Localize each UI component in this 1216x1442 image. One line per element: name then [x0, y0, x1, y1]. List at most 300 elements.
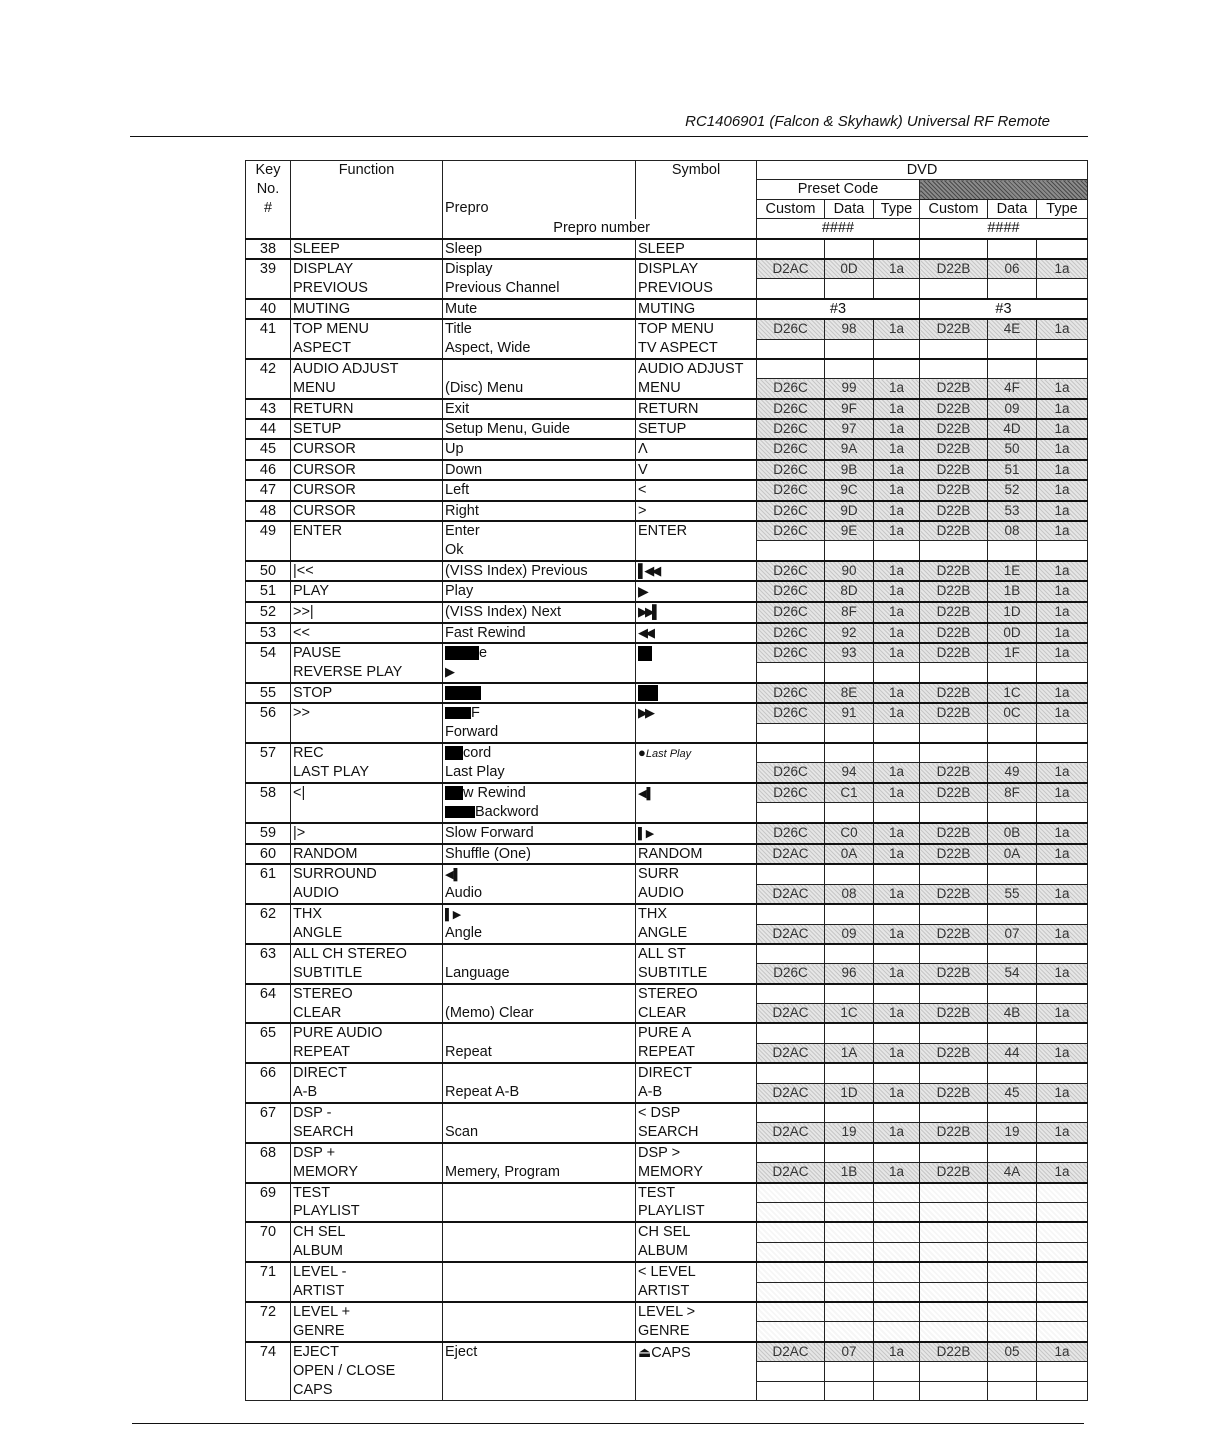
key-number: 67: [246, 1103, 291, 1143]
alt-data-code: 45: [988, 1083, 1037, 1103]
symbol-text: ANGLE: [638, 925, 688, 941]
table-row: [246, 763, 1088, 783]
key-number: 44: [246, 419, 291, 439]
symbol-cell: [636, 803, 757, 823]
alt-type-code: 1a: [1037, 1342, 1088, 1362]
symbol-text: SURR: [638, 866, 680, 883]
empty-code-cell: [1037, 339, 1088, 359]
alt-data-code: 0D: [988, 623, 1037, 643]
function-cell: RETURN: [291, 399, 443, 419]
prepro-cell: [443, 1163, 636, 1183]
key-number: 59: [246, 823, 291, 844]
prepro-cell: [443, 1222, 636, 1242]
key-number: 66: [246, 1063, 291, 1103]
dvd-type-code: 1a: [874, 844, 920, 864]
dvd-custom-code: D26C: [757, 763, 825, 783]
dvd-data-code: 1C: [825, 1004, 874, 1024]
function-cell: >>: [291, 703, 443, 723]
table-row: [246, 723, 1088, 743]
dvd-type-code: 1a: [874, 1004, 920, 1024]
empty-code-cell: [825, 743, 874, 763]
symbol-cell: [636, 399, 757, 419]
table-row: [246, 924, 1088, 944]
function-cell: SEARCH: [291, 1123, 443, 1143]
dvd-data-code: 91: [825, 703, 874, 723]
empty-code-cell: [874, 864, 920, 884]
alt-type-code: 1a: [1037, 460, 1088, 480]
empty-code-cell: [1037, 1222, 1088, 1242]
function-cell: SUBTITLE: [291, 964, 443, 984]
symbol-cell: [636, 1143, 757, 1163]
symbol-cell: [636, 460, 757, 480]
alt-type-code: 1a: [1037, 319, 1088, 339]
empty-code-cell: [757, 279, 825, 299]
empty-code-cell: [988, 239, 1037, 259]
prepro-text: Last Play: [445, 763, 505, 780]
dvd-data-code: 1A: [825, 1043, 874, 1063]
alt-type-code: 1a: [1037, 623, 1088, 643]
table-row: [246, 844, 1088, 864]
prepro-cell: [443, 541, 636, 561]
empty-code-cell: [825, 359, 874, 379]
empty-code-cell: [757, 239, 825, 259]
empty-code-cell: [988, 279, 1037, 299]
dvd-type-code: 1a: [874, 1043, 920, 1063]
symbol-text: LEVEL >: [638, 1303, 696, 1320]
header-row-2: [246, 180, 1088, 199]
function-cell: CURSOR: [291, 480, 443, 500]
key-number: 49: [246, 521, 291, 561]
type-header-1: Type: [874, 199, 920, 218]
alt-type-code: 1a: [1037, 419, 1088, 439]
empty-code-cell: [920, 663, 988, 683]
table-row: [246, 1282, 1088, 1302]
symbol-text: MENU: [638, 379, 681, 396]
alt-type-code: 1a: [1037, 521, 1088, 541]
dvd-type-code: 1a: [874, 1163, 920, 1183]
alt-custom-code: D22B: [920, 884, 988, 904]
key-number: 63: [246, 944, 291, 984]
prepro-cell: [443, 439, 636, 459]
prepro-cell: [443, 1282, 636, 1302]
symbol-header: Symbol: [636, 161, 757, 180]
alt-type-code: 1a: [1037, 844, 1088, 864]
dvd-type-code: 1a: [874, 379, 920, 399]
dvd-type-code: 1a: [874, 1123, 920, 1143]
dvd-type-code: 1a: [874, 884, 920, 904]
prepro-text: Sleep: [445, 240, 483, 257]
key-number: 71: [246, 1262, 291, 1302]
dvd-header: DVD: [757, 161, 1088, 180]
symbol-cell: [636, 1282, 757, 1302]
alt-data-code: 1D: [988, 602, 1037, 622]
symbol-text: DSP >: [638, 1144, 681, 1161]
prepro-number-header: Prepro number: [443, 219, 757, 239]
key-number: 70: [246, 1222, 291, 1262]
dvd-data-code: 96: [825, 964, 874, 984]
dvd-type-code: 1a: [874, 501, 920, 521]
prepro-text: Down: [445, 461, 483, 478]
custom-header-2: Custom: [920, 199, 988, 218]
header-row-1: [246, 161, 1088, 180]
symbol-cell: [636, 763, 757, 783]
dvd-custom-code: D26C: [757, 521, 825, 541]
dvd-data-code: 90: [825, 561, 874, 581]
symbol-cell: [636, 723, 757, 743]
symbol-cell: [636, 683, 757, 703]
empty-code-cell: [988, 1362, 1037, 1381]
table-row: [246, 439, 1088, 459]
dvd-data-code: 08: [825, 884, 874, 904]
symbol-cell: [636, 480, 757, 500]
prepro-cell: [443, 501, 636, 521]
dvd-custom-code: D2AC: [757, 1163, 825, 1183]
empty-code-cell: [1037, 359, 1088, 379]
empty-code-cell: [757, 1262, 825, 1282]
empty-code-cell: [825, 541, 874, 561]
function-cell: SETUP: [291, 419, 443, 439]
symbol-text: ALL ST: [638, 945, 686, 962]
empty-code-cell: [1037, 1183, 1088, 1203]
function-cell: A-B: [291, 1083, 443, 1103]
alt-type-code: 1a: [1037, 823, 1088, 844]
symbol-cell: ◀◀: [636, 623, 757, 643]
table-row: [246, 904, 1088, 924]
function-cell: THX: [291, 904, 443, 924]
table-row: [246, 299, 1088, 319]
dvd-data-code: 99: [825, 379, 874, 399]
empty-code-cell: [920, 743, 988, 763]
dvd-type-code: 1a: [874, 521, 920, 541]
alt-type-code: 1a: [1037, 259, 1088, 279]
empty-code-cell: [1037, 864, 1088, 884]
prepro-cell: [443, 1143, 636, 1163]
table-row: [246, 501, 1088, 521]
alt-type-code: 1a: [1037, 683, 1088, 703]
empty-code-cell: [1037, 1202, 1088, 1222]
symbol-text: SLEEP: [638, 240, 685, 257]
empty-code-cell: [920, 1362, 988, 1381]
symbol-text: PLAYLIST: [638, 1203, 705, 1220]
alt-custom-code: D22B: [920, 623, 988, 643]
prepro-text: e: [479, 644, 488, 661]
dvd-data-code: 9B: [825, 460, 874, 480]
table-row: [246, 944, 1088, 964]
empty-code-cell: [920, 279, 988, 299]
empty-code-cell: [988, 904, 1037, 924]
empty-code-cell: [825, 1103, 874, 1123]
function-cell: LAST PLAY: [291, 763, 443, 783]
empty-code-cell: [874, 1322, 920, 1342]
empty-code-cell: [757, 1362, 825, 1381]
symbol-cell: [636, 239, 757, 259]
dvd-type-code: 1a: [874, 703, 920, 723]
empty-code-cell: [757, 1282, 825, 1302]
symbol-cell: ●Last Play: [636, 743, 757, 763]
key-number: 42: [246, 359, 291, 399]
symbol-text: CH SEL: [638, 1224, 691, 1241]
alt-type-code: 1a: [1037, 703, 1088, 723]
empty-code-cell: [1037, 663, 1088, 683]
alt-custom-code: D22B: [920, 419, 988, 439]
alt-type-code: 1a: [1037, 1083, 1088, 1103]
dvd-custom-code: D26C: [757, 823, 825, 844]
symbol-cell: [636, 864, 757, 884]
dvd-type-code: 1a: [874, 602, 920, 622]
prepro-cell: [443, 763, 636, 783]
function-cell: CLEAR: [291, 1004, 443, 1024]
symbol-text: TEST: [638, 1184, 676, 1201]
prepro-cell: ▶: [443, 663, 636, 683]
function-cell: RANDOM: [291, 844, 443, 864]
symbol-text: < DSP: [638, 1105, 681, 1122]
key-number: 68: [246, 1143, 291, 1183]
empty-code-cell: [825, 1202, 874, 1222]
empty-code-cell: [874, 1381, 920, 1400]
alt-data-code: 05: [988, 1342, 1037, 1362]
empty-code-cell: [825, 944, 874, 964]
alt-custom-code: D22B: [920, 823, 988, 844]
key-number: 51: [246, 581, 291, 602]
prepro-cell: [443, 1362, 636, 1381]
key-number: 58: [246, 783, 291, 823]
empty-code-cell: [874, 1143, 920, 1163]
empty-code-cell: [920, 359, 988, 379]
alt-custom-code: D22B: [920, 1342, 988, 1362]
prepro-cell: [443, 723, 636, 743]
dvd-custom-code: D2AC: [757, 884, 825, 904]
dvd-custom-code: D26C: [757, 460, 825, 480]
function-cell: ANGLE: [291, 924, 443, 944]
symbol-cell: [636, 419, 757, 439]
empty-code-cell: [825, 1381, 874, 1400]
function-cell: CH SEL: [291, 1222, 443, 1242]
symbol-cell: [636, 1103, 757, 1123]
symbol-text: ENTER: [638, 523, 688, 540]
dvd-type-code: 1a: [874, 783, 920, 803]
prepro-cell: [443, 703, 636, 723]
dvd-alt-note: #3: [920, 299, 1088, 319]
prepro-cell: [443, 1262, 636, 1282]
symbol-cell: [636, 1043, 757, 1063]
alt-type-code: 1a: [1037, 1123, 1088, 1143]
empty-code-cell: [825, 1183, 874, 1203]
header-row-3: [246, 199, 1088, 218]
symbol-text: STEREO: [638, 985, 698, 1002]
prepro-cell: [443, 1103, 636, 1123]
symbol-text: RETURN: [638, 400, 699, 417]
symbol-cell: [636, 1023, 757, 1043]
empty-code-cell: [825, 1322, 874, 1342]
symbol-text: ALBUM: [638, 1243, 688, 1260]
symbol-cell: [636, 643, 757, 663]
empty-code-cell: [874, 279, 920, 299]
table-row: [246, 319, 1088, 339]
table-row: [246, 480, 1088, 500]
symbol-cell: [636, 359, 757, 379]
key-number: 56: [246, 703, 291, 743]
prepro-cell: [443, 480, 636, 500]
prepro-cell: [443, 1322, 636, 1342]
prepro-cell: [443, 1242, 636, 1262]
table-row: [246, 1362, 1088, 1381]
prepro-cell: [443, 1004, 636, 1024]
symbol-cell: [636, 1381, 757, 1400]
prepro-cell: [443, 783, 636, 803]
dvd-custom-code: D26C: [757, 419, 825, 439]
function-cell: TEST: [291, 1183, 443, 1203]
prepro-text: Backword: [475, 803, 539, 820]
empty-code-cell: [757, 541, 825, 561]
symbol-cell: [636, 259, 757, 279]
empty-code-cell: [825, 1282, 874, 1302]
function-cell: STOP: [291, 683, 443, 703]
symbol-cell: [636, 521, 757, 541]
alt-type-code: 1a: [1037, 501, 1088, 521]
empty-code-cell: [874, 1262, 920, 1282]
alt-data-code: 51: [988, 460, 1037, 480]
alt-custom-code: D22B: [920, 1083, 988, 1103]
empty-code-cell: [988, 359, 1037, 379]
alt-type-code: 1a: [1037, 581, 1088, 602]
alt-data-code: 1B: [988, 581, 1037, 602]
dvd-data-code: 07: [825, 1342, 874, 1362]
prepro-cell: [443, 239, 636, 259]
symbol-text: SUBTITLE: [638, 964, 708, 981]
table-row: [246, 581, 1088, 602]
alt-type-code: 1a: [1037, 480, 1088, 500]
symbol-text: TV ASPECT: [638, 340, 718, 357]
empty-code-cell: [874, 359, 920, 379]
prepro-text: Audio: [445, 885, 483, 902]
empty-code-cell: [874, 239, 920, 259]
function-cell: >>|: [291, 602, 443, 622]
empty-code-cell: [1037, 1282, 1088, 1302]
prepro-text: (Memo) Clear: [445, 1004, 534, 1021]
dvd-type-code: 1a: [874, 924, 920, 944]
empty-code-cell: [988, 864, 1037, 884]
prepro-cell: [443, 643, 636, 663]
key-number: 48: [246, 501, 291, 521]
prepro-text: Display: [445, 260, 493, 277]
empty-code-cell: [825, 239, 874, 259]
alt-data-code: 4D: [988, 419, 1037, 439]
alt-data-code: 4F: [988, 379, 1037, 399]
key-number: 52: [246, 602, 291, 622]
table-row: [246, 1381, 1088, 1400]
empty-code-cell: [920, 1302, 988, 1322]
function-cell: DSP -: [291, 1103, 443, 1123]
function-cell: <|: [291, 783, 443, 803]
empty-code-cell: [988, 1242, 1037, 1262]
function-cell: CURSOR: [291, 460, 443, 480]
function-cell: PREVIOUS: [291, 279, 443, 299]
symbol-text: ARTIST: [638, 1283, 690, 1300]
symbol-text: AUDIO: [638, 885, 684, 902]
dvd-data-code: 93: [825, 643, 874, 663]
empty-code-cell: [825, 864, 874, 884]
empty-code-cell: [988, 1023, 1037, 1043]
alt-data-code: 50: [988, 439, 1037, 459]
dvd-data-code: C1: [825, 783, 874, 803]
empty-code-cell: [874, 723, 920, 743]
empty-code-cell: [825, 723, 874, 743]
function-cell: ALL CH STEREO: [291, 944, 443, 964]
function-cell: <<: [291, 623, 443, 643]
symbol-text: CAPS: [651, 1344, 691, 1361]
dvd-custom-code: D26C: [757, 643, 825, 663]
prepro-text: (Disc) Menu: [445, 379, 524, 396]
alt-data-code: 1C: [988, 683, 1037, 703]
empty-code-cell: [757, 1222, 825, 1242]
empty-code-cell: [825, 1242, 874, 1262]
dvd-type-code: 1a: [874, 419, 920, 439]
function-cell: DISPLAY: [291, 259, 443, 279]
symbol-cell: [636, 1123, 757, 1143]
alt-type-code: 1a: [1037, 1004, 1088, 1024]
header-rule: [130, 136, 1088, 137]
prepro-cell: [443, 1342, 636, 1362]
alt-custom-code: D22B: [920, 581, 988, 602]
alt-type-code: 1a: [1037, 379, 1088, 399]
dvd-custom-code: D26C: [757, 319, 825, 339]
prepro-text: Aspect, Wide: [445, 340, 531, 357]
symbol-text: DIRECT: [638, 1065, 692, 1082]
prepro-text: Angle: [445, 925, 483, 941]
table-row: [246, 1183, 1088, 1203]
alt-data-code: 4A: [988, 1163, 1037, 1183]
symbol-text: MEMORY: [638, 1163, 703, 1180]
alt-custom-code: D22B: [920, 460, 988, 480]
empty-code-cell: [757, 984, 825, 1004]
table-row: [246, 703, 1088, 723]
dvd-custom-code: D26C: [757, 501, 825, 521]
empty-code-cell: [1037, 1063, 1088, 1083]
empty-code-cell: [988, 944, 1037, 964]
empty-code-cell: [757, 944, 825, 964]
key-number: 55: [246, 683, 291, 703]
alt-data-code: 07: [988, 924, 1037, 944]
empty-code-cell: [988, 984, 1037, 1004]
table-row: [246, 1123, 1088, 1143]
symbol-cell: [636, 279, 757, 299]
dvd-data-code: 1D: [825, 1083, 874, 1103]
empty-code-cell: [874, 984, 920, 1004]
alt-custom-code: D22B: [920, 643, 988, 663]
prepro-text: Eject: [445, 1343, 478, 1360]
table-row: [246, 239, 1088, 259]
empty-code-cell: [988, 1183, 1037, 1203]
prepro-cell: [443, 339, 636, 359]
table-row: [246, 359, 1088, 379]
symbol-cell: [636, 1202, 757, 1222]
empty-code-cell: [757, 723, 825, 743]
prepro-cell: [443, 299, 636, 319]
empty-code-cell: [874, 1222, 920, 1242]
table-row: [246, 279, 1088, 299]
empty-code-cell: [988, 1103, 1037, 1123]
symbol-cell: [636, 944, 757, 964]
empty-code-cell: [920, 541, 988, 561]
empty-code-cell: [1037, 723, 1088, 743]
empty-code-cell: [757, 1202, 825, 1222]
empty-code-cell: [1037, 803, 1088, 823]
symbol-cell: [636, 1222, 757, 1242]
dvd-type-code: 1a: [874, 581, 920, 602]
empty-code-cell: [988, 723, 1037, 743]
table-row: [246, 1302, 1088, 1322]
symbol-cell: [636, 379, 757, 399]
